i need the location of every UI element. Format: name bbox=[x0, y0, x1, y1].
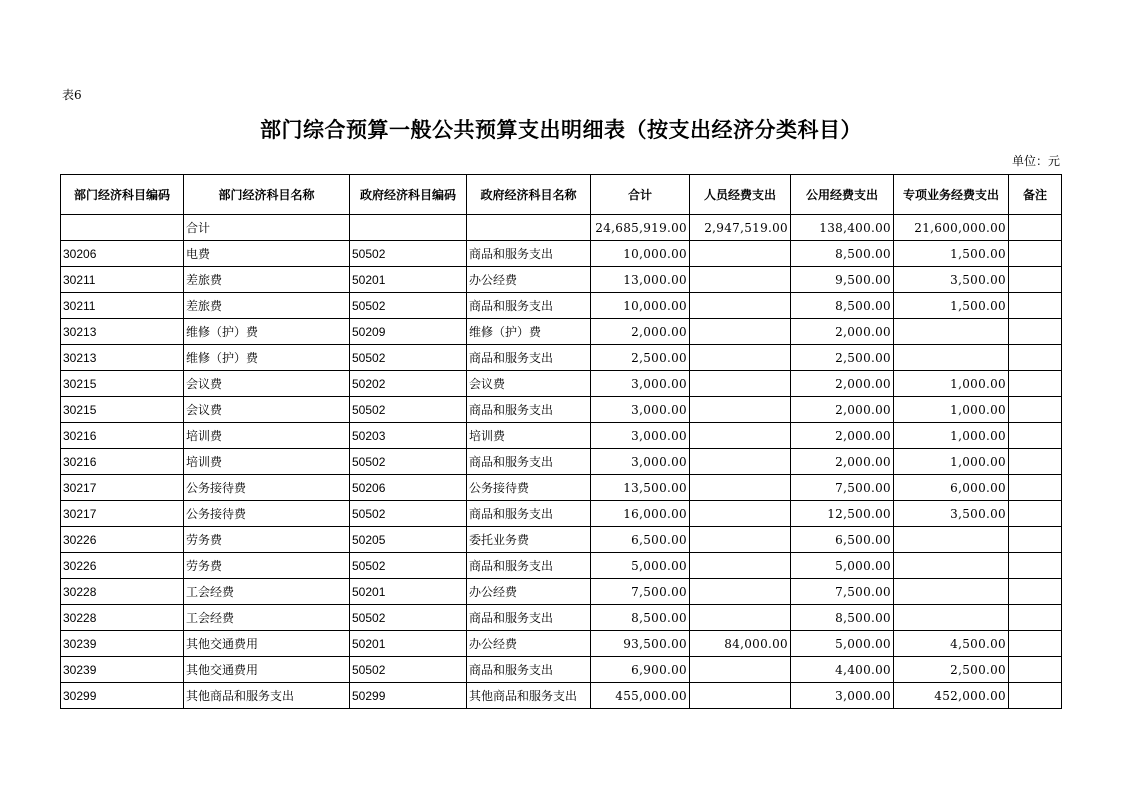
dept-name-cell: 维修（护）费 bbox=[184, 319, 350, 345]
table-row bbox=[61, 241, 1062, 267]
personnel-cell bbox=[690, 553, 791, 579]
total-cell: 3,000.00 bbox=[591, 423, 690, 449]
gov-code-cell: 50502 bbox=[350, 605, 467, 631]
dept-name-cell: 其他商品和服务支出 bbox=[184, 683, 350, 709]
total-cell: 10,000.00 bbox=[591, 293, 690, 319]
gov-name-cell: 商品和服务支出 bbox=[467, 605, 591, 631]
public-cell: 3,000.00 bbox=[791, 683, 894, 709]
public-cell: 7,500.00 bbox=[791, 475, 894, 501]
personnel-cell bbox=[690, 319, 791, 345]
dept-code-cell: 30217 bbox=[61, 501, 184, 527]
dept-code-cell: 30216 bbox=[61, 449, 184, 475]
note-cell bbox=[1009, 657, 1062, 683]
note-cell bbox=[1009, 371, 1062, 397]
dept-name-cell: 培训费 bbox=[184, 449, 350, 475]
gov-code-cell: 50502 bbox=[350, 449, 467, 475]
table-row bbox=[61, 683, 1062, 709]
note-cell bbox=[1009, 397, 1062, 423]
gov-name-cell: 办公经费 bbox=[467, 631, 591, 657]
gov-code-cell: 50299 bbox=[350, 683, 467, 709]
total-cell: 3,000.00 bbox=[591, 397, 690, 423]
total-cell: 3,000.00 bbox=[591, 449, 690, 475]
special-cell: 3,500.00 bbox=[894, 501, 1009, 527]
dept-name-cell: 差旅费 bbox=[184, 267, 350, 293]
total-cell: 93,500.00 bbox=[591, 631, 690, 657]
table-row bbox=[61, 449, 1062, 475]
dept-name-cell: 劳务费 bbox=[184, 553, 350, 579]
public-cell: 8,500.00 bbox=[791, 241, 894, 267]
table-row bbox=[61, 631, 1062, 657]
gov-name-cell: 商品和服务支出 bbox=[467, 345, 591, 371]
dept-code-cell: 30211 bbox=[61, 293, 184, 319]
dept-name-cell: 公务接待费 bbox=[184, 475, 350, 501]
special-cell: 1,000.00 bbox=[894, 449, 1009, 475]
note-cell bbox=[1009, 579, 1062, 605]
note-cell bbox=[1009, 293, 1062, 319]
total-gov-code bbox=[350, 215, 467, 241]
gov-code-cell: 50502 bbox=[350, 397, 467, 423]
dept-name-cell: 公务接待费 bbox=[184, 501, 350, 527]
gov-code-cell: 50202 bbox=[350, 371, 467, 397]
note-cell bbox=[1009, 683, 1062, 709]
gov-name-cell: 商品和服务支出 bbox=[467, 657, 591, 683]
dept-code-cell: 30217 bbox=[61, 475, 184, 501]
dept-name-cell: 其他交通费用 bbox=[184, 657, 350, 683]
dept-name-cell: 会议费 bbox=[184, 371, 350, 397]
special-cell: 4,500.00 bbox=[894, 631, 1009, 657]
gov-name-cell: 公务接待费 bbox=[467, 475, 591, 501]
dept-name-cell: 差旅费 bbox=[184, 293, 350, 319]
total-cell: 6,900.00 bbox=[591, 657, 690, 683]
total-personnel: 2,947,519.00 bbox=[690, 215, 791, 241]
dept-code-cell: 30215 bbox=[61, 371, 184, 397]
dept-code-cell: 30228 bbox=[61, 605, 184, 631]
total-cell: 2,500.00 bbox=[591, 345, 690, 371]
special-cell bbox=[894, 579, 1009, 605]
col-header-total: 合计 bbox=[591, 175, 690, 215]
note-cell bbox=[1009, 345, 1062, 371]
total-public: 138,400.00 bbox=[791, 215, 894, 241]
personnel-cell bbox=[690, 423, 791, 449]
note-cell bbox=[1009, 605, 1062, 631]
dept-code-cell: 30239 bbox=[61, 657, 184, 683]
total-label: 合计 bbox=[184, 215, 350, 241]
table-row bbox=[61, 423, 1062, 449]
dept-code-cell: 30299 bbox=[61, 683, 184, 709]
col-header-gov-name: 政府经济科目名称 bbox=[467, 175, 591, 215]
personnel-cell: 84,000.00 bbox=[690, 631, 791, 657]
public-cell: 8,500.00 bbox=[791, 605, 894, 631]
gov-name-cell: 委托业务费 bbox=[467, 527, 591, 553]
dept-code-cell: 30213 bbox=[61, 345, 184, 371]
gov-name-cell: 商品和服务支出 bbox=[467, 501, 591, 527]
personnel-cell bbox=[690, 527, 791, 553]
total-amount: 24,685,919.00 bbox=[591, 215, 690, 241]
public-cell: 2,000.00 bbox=[791, 371, 894, 397]
special-cell bbox=[894, 527, 1009, 553]
special-cell bbox=[894, 605, 1009, 631]
special-cell bbox=[894, 319, 1009, 345]
dept-code-cell: 30226 bbox=[61, 553, 184, 579]
dept-code-cell: 30213 bbox=[61, 319, 184, 345]
personnel-cell bbox=[690, 579, 791, 605]
gov-code-cell: 50205 bbox=[350, 527, 467, 553]
total-cell: 3,000.00 bbox=[591, 371, 690, 397]
col-header-note: 备注 bbox=[1009, 175, 1062, 215]
table-row bbox=[61, 553, 1062, 579]
col-header-public: 公用经费支出 bbox=[791, 175, 894, 215]
dept-name-cell: 劳务费 bbox=[184, 527, 350, 553]
gov-name-cell: 办公经费 bbox=[467, 267, 591, 293]
gov-name-cell: 商品和服务支出 bbox=[467, 241, 591, 267]
total-gov-name bbox=[467, 215, 591, 241]
dept-name-cell: 工会经费 bbox=[184, 579, 350, 605]
dept-code-cell: 30206 bbox=[61, 241, 184, 267]
gov-name-cell: 办公经费 bbox=[467, 579, 591, 605]
total-cell: 6,500.00 bbox=[591, 527, 690, 553]
public-cell: 2,000.00 bbox=[791, 449, 894, 475]
dept-name-cell: 会议费 bbox=[184, 397, 350, 423]
special-cell: 1,000.00 bbox=[894, 371, 1009, 397]
special-cell: 3,500.00 bbox=[894, 267, 1009, 293]
public-cell: 9,500.00 bbox=[791, 267, 894, 293]
table-row bbox=[61, 579, 1062, 605]
dept-code-cell: 30239 bbox=[61, 631, 184, 657]
dept-name-cell: 培训费 bbox=[184, 423, 350, 449]
note-cell bbox=[1009, 241, 1062, 267]
gov-name-cell: 其他商品和服务支出 bbox=[467, 683, 591, 709]
gov-code-cell: 50502 bbox=[350, 241, 467, 267]
public-cell: 2,000.00 bbox=[791, 319, 894, 345]
note-cell bbox=[1009, 501, 1062, 527]
public-cell: 5,000.00 bbox=[791, 553, 894, 579]
public-cell: 6,500.00 bbox=[791, 527, 894, 553]
total-cell: 16,000.00 bbox=[591, 501, 690, 527]
gov-name-cell: 商品和服务支出 bbox=[467, 293, 591, 319]
note-cell bbox=[1009, 553, 1062, 579]
dept-code-cell: 30226 bbox=[61, 527, 184, 553]
public-cell: 12,500.00 bbox=[791, 501, 894, 527]
note-cell bbox=[1009, 267, 1062, 293]
col-header-personnel: 人员经费支出 bbox=[690, 175, 791, 215]
public-cell: 7,500.00 bbox=[791, 579, 894, 605]
personnel-cell bbox=[690, 501, 791, 527]
note-cell bbox=[1009, 631, 1062, 657]
note-cell bbox=[1009, 319, 1062, 345]
note-cell bbox=[1009, 475, 1062, 501]
personnel-cell bbox=[690, 241, 791, 267]
dept-name-cell: 维修（护）费 bbox=[184, 345, 350, 371]
note-cell bbox=[1009, 423, 1062, 449]
gov-code-cell: 50502 bbox=[350, 345, 467, 371]
total-note bbox=[1009, 215, 1062, 241]
gov-code-cell: 50201 bbox=[350, 267, 467, 293]
gov-name-cell: 商品和服务支出 bbox=[467, 449, 591, 475]
gov-code-cell: 50502 bbox=[350, 553, 467, 579]
dept-code-cell: 30228 bbox=[61, 579, 184, 605]
table-number: 表6 bbox=[62, 88, 82, 102]
special-cell: 1,000.00 bbox=[894, 423, 1009, 449]
gov-name-cell: 商品和服务支出 bbox=[467, 397, 591, 423]
dept-name-cell: 工会经费 bbox=[184, 605, 350, 631]
special-cell bbox=[894, 345, 1009, 371]
total-cell: 5,000.00 bbox=[591, 553, 690, 579]
table-row bbox=[61, 501, 1062, 527]
total-cell: 13,000.00 bbox=[591, 267, 690, 293]
special-cell bbox=[894, 553, 1009, 579]
gov-name-cell: 会议费 bbox=[467, 371, 591, 397]
public-cell: 2,000.00 bbox=[791, 397, 894, 423]
page-title: 部门综合预算一般公共预算支出明细表（按支出经济分类科目） bbox=[260, 118, 862, 142]
personnel-cell bbox=[690, 683, 791, 709]
special-cell: 1,500.00 bbox=[894, 241, 1009, 267]
gov-code-cell: 50203 bbox=[350, 423, 467, 449]
budget-table bbox=[60, 174, 1062, 709]
dept-code-cell: 30211 bbox=[61, 267, 184, 293]
col-header-dept-code: 部门经济科目编码 bbox=[61, 175, 184, 215]
total-cell: 10,000.00 bbox=[591, 241, 690, 267]
personnel-cell bbox=[690, 605, 791, 631]
dept-name-cell: 其他交通费用 bbox=[184, 631, 350, 657]
personnel-cell bbox=[690, 267, 791, 293]
table-row bbox=[61, 605, 1062, 631]
note-cell bbox=[1009, 527, 1062, 553]
gov-name-cell: 培训费 bbox=[467, 423, 591, 449]
total-cell: 13,500.00 bbox=[591, 475, 690, 501]
total-cell: 2,000.00 bbox=[591, 319, 690, 345]
personnel-cell bbox=[690, 293, 791, 319]
total-cell: 455,000.00 bbox=[591, 683, 690, 709]
note-cell bbox=[1009, 449, 1062, 475]
total-dept-code bbox=[61, 215, 184, 241]
unit-label: 单位：元 bbox=[1011, 154, 1060, 168]
total-row bbox=[61, 215, 1062, 241]
total-special: 21,600,000.00 bbox=[894, 215, 1009, 241]
table-row bbox=[61, 267, 1062, 293]
gov-code-cell: 50502 bbox=[350, 501, 467, 527]
personnel-cell bbox=[690, 475, 791, 501]
personnel-cell bbox=[690, 449, 791, 475]
col-header-dept-name: 部门经济科目名称 bbox=[184, 175, 350, 215]
personnel-cell bbox=[690, 397, 791, 423]
public-cell: 2,500.00 bbox=[791, 345, 894, 371]
public-cell: 4,400.00 bbox=[791, 657, 894, 683]
gov-name-cell: 维修（护）费 bbox=[467, 319, 591, 345]
total-cell: 8,500.00 bbox=[591, 605, 690, 631]
gov-code-cell: 50502 bbox=[350, 293, 467, 319]
public-cell: 2,000.00 bbox=[791, 423, 894, 449]
special-cell: 2,500.00 bbox=[894, 657, 1009, 683]
gov-code-cell: 50206 bbox=[350, 475, 467, 501]
personnel-cell bbox=[690, 371, 791, 397]
special-cell: 1,000.00 bbox=[894, 397, 1009, 423]
personnel-cell bbox=[690, 345, 791, 371]
gov-name-cell: 商品和服务支出 bbox=[467, 553, 591, 579]
table-row bbox=[61, 527, 1062, 553]
table-row bbox=[61, 319, 1062, 345]
dept-code-cell: 30216 bbox=[61, 423, 184, 449]
total-cell: 7,500.00 bbox=[591, 579, 690, 605]
gov-code-cell: 50502 bbox=[350, 657, 467, 683]
public-cell: 5,000.00 bbox=[791, 631, 894, 657]
gov-code-cell: 50209 bbox=[350, 319, 467, 345]
gov-code-cell: 50201 bbox=[350, 579, 467, 605]
table-row bbox=[61, 371, 1062, 397]
table-row bbox=[61, 475, 1062, 501]
special-cell: 452,000.00 bbox=[894, 683, 1009, 709]
dept-code-cell: 30215 bbox=[61, 397, 184, 423]
gov-code-cell: 50201 bbox=[350, 631, 467, 657]
table-row bbox=[61, 345, 1062, 371]
special-cell: 6,000.00 bbox=[894, 475, 1009, 501]
dept-name-cell: 电费 bbox=[184, 241, 350, 267]
table-row bbox=[61, 657, 1062, 683]
col-header-gov-code: 政府经济科目编码 bbox=[350, 175, 467, 215]
special-cell: 1,500.00 bbox=[894, 293, 1009, 319]
table-row bbox=[61, 397, 1062, 423]
personnel-cell bbox=[690, 657, 791, 683]
header-row bbox=[61, 175, 1062, 215]
col-header-special: 专项业务经费支出 bbox=[894, 175, 1009, 215]
public-cell: 8,500.00 bbox=[791, 293, 894, 319]
table-row bbox=[61, 293, 1062, 319]
